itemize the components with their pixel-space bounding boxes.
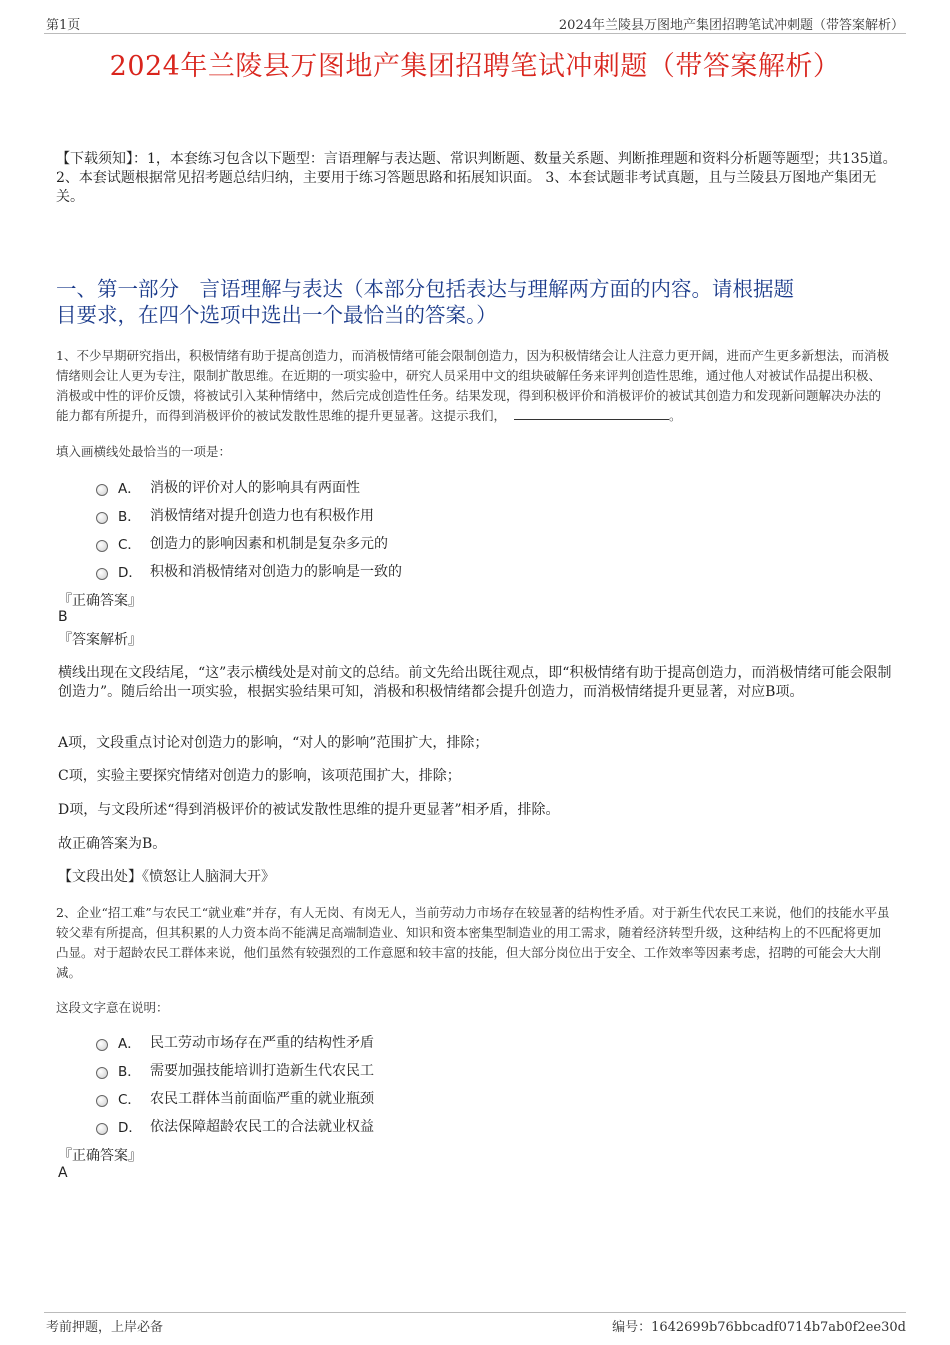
option-letter: D． xyxy=(118,565,142,581)
question-1-option-a[interactable] xyxy=(96,477,360,497)
header-doc-title: 2024年兰陵县万图地产集团招聘笔试冲刺题（带答案解析） xyxy=(558,18,904,33)
footer-slogan: 考前押题，上岸必备 xyxy=(46,1320,164,1335)
question-1-option-d[interactable] xyxy=(96,561,402,581)
page-number: 第1页 xyxy=(46,18,81,33)
question-1-body: 1、不少早期研究指出，积极情绪有助于提高创造力，而消极情绪可能会限制创造力，因为积极情绪会让人注意力更开阔，进而产生更多新想法，而消极情绪则会让人更为专注，限制扩散思维。在近期的一项实验中，研究人员采用中文的组块破解任务来评判创造性思维，通过他人对被试作品提出积极、消极或中性的评价反馈，将被试引入某种情绪中，然后完成创造性任务。结果发现，得到积极评价和消极评价的被试其创造力和发现新问题解决办法的能力都有所提升，而得到消极评价的被试发散性思维的提升更显著。这提示我们， xyxy=(56,348,889,423)
header-divider xyxy=(44,33,906,34)
radio-icon[interactable] xyxy=(96,540,108,552)
radio-icon[interactable] xyxy=(96,1067,108,1079)
download-notice: 【下载须知】：1，本套练习包含以下题型：言语理解与表达题、常识判断题、数量关系题、判断推理题和资料分析题等题型；共135道。 2、本套试题根据常见招考题总结归纳，主要用于练习答题思路和拓展知识面。 3、本套试题非考试真题，且与兰陵县万图地产集团无关。 xyxy=(56,151,897,205)
question-1-option-c[interactable] xyxy=(96,533,388,553)
option-text: 农民工群体当前面临严重的就业瓶颈 xyxy=(150,1091,374,1107)
option-letter: D． xyxy=(118,1120,142,1136)
question-1-blank-end: 。 xyxy=(669,408,682,423)
option-letter: C． xyxy=(118,537,141,553)
option-letter: A． xyxy=(118,1036,141,1052)
option-text: 积极和消极情绪对创造力的影响是一致的 xyxy=(150,564,402,580)
analysis-paragraph: 横线出现在文段结尾，“这”表示横线处是对前文的总结。前文先给出既往观点，即“积极情绪有助于提高创造力，而消极情绪可能会限制创造力”。随后给出一项实验，根据实验结果可知，消极和积极情绪都会提升创造力，而消极情绪提升更显著，对应B项。 xyxy=(58,665,892,700)
page-title: 2024年兰陵县万图地产集团招聘笔试冲刺题（带答案解析） xyxy=(109,51,841,82)
analysis-option-d: D项，与文段所述“得到消极评价的被试发散性思维的提升更显著”相矛盾，排除。 xyxy=(58,802,560,818)
radio-icon[interactable] xyxy=(96,1095,108,1107)
section-heading-line1: 一、第一部分 言语理解与表达（本部分包括表达与理解两方面的内容。请根据题 xyxy=(56,277,794,301)
question-1-option-b[interactable] xyxy=(96,505,374,525)
analysis-conclusion: 故正确答案为B。 xyxy=(58,836,167,852)
question-2-option-b[interactable] xyxy=(96,1060,374,1080)
question-2-prompt: 这段文字意在说明： xyxy=(56,1000,169,1015)
question-1-text xyxy=(56,346,892,426)
option-text: 民工劳动市场存在严重的结构性矛盾 xyxy=(150,1035,374,1051)
footer-divider xyxy=(44,1312,906,1313)
question-2-text: 2、企业“招工难”与农民工“就业难”并存，有人无岗、有岗无人，当前劳动力市场存在较显著的结构性矛盾。对于新生代农民工来说，他们的技能水平虽较父辈有所提高，但其积累的人力资本尚不能满足高端制造业、知识和资本密集型制造业的用工需求，随着经济转型升级，这种结构上的不匹配将更加凸显。对于超龄农民工群体来说，他们虽然有较强烈的工作意愿和较丰富的技能，但大部分岗位出于安全、工作效率等因素考虑，招聘的可能会大大削减。 xyxy=(56,905,890,980)
question-1-answer-label: 『正确答案』 xyxy=(58,593,142,609)
option-text: 消极的评价对人的影响具有两面性 xyxy=(150,480,360,496)
analysis-source: 【文段出处】《愤怒让人脑洞大开》 xyxy=(58,869,275,885)
question-1-analysis-label: 『答案解析』 xyxy=(58,632,142,648)
question-2-option-c[interactable] xyxy=(96,1088,374,1108)
question-2-answer-label: 『正确答案』 xyxy=(58,1148,142,1164)
radio-icon[interactable] xyxy=(96,1123,108,1135)
question-2-option-a[interactable] xyxy=(96,1032,374,1052)
section-heading-line2: 目要求，在四个选项中选出一个最恰当的答案。） xyxy=(56,303,497,327)
option-letter: B． xyxy=(118,1064,141,1080)
radio-icon[interactable] xyxy=(96,568,108,580)
radio-icon[interactable] xyxy=(96,1039,108,1051)
option-letter: B． xyxy=(118,509,141,525)
section-heading xyxy=(56,276,896,328)
option-letter: C． xyxy=(118,1092,141,1108)
question-2-option-d[interactable] xyxy=(96,1116,374,1136)
option-text: 创造力的影响因素和机制是复杂多元的 xyxy=(150,536,388,552)
footer-doc-id: 编号：1642699b76bbcadf0714b7ab0f2ee30d xyxy=(612,1320,906,1335)
analysis-option-c: C项，实验主要探究情绪对创造力的影响，该项范围扩大，排除； xyxy=(58,768,461,784)
radio-icon[interactable] xyxy=(96,484,108,496)
option-text: 需要加强技能培训打造新生代农民工 xyxy=(150,1063,374,1079)
question-2-answer: A xyxy=(58,1165,68,1181)
answer-blank xyxy=(514,407,669,420)
question-1-answer: B xyxy=(58,609,68,625)
option-text: 依法保障超龄农民工的合法就业权益 xyxy=(150,1119,374,1135)
option-letter: A． xyxy=(118,481,141,497)
question-1-prompt: 填入画横线处最恰当的一项是： xyxy=(56,444,232,459)
analysis-option-a: A项，文段重点讨论对创造力的影响，“对人的影响”范围扩大，排除； xyxy=(58,735,489,751)
radio-icon[interactable] xyxy=(96,512,108,524)
option-text: 消极情绪对提升创造力也有积极作用 xyxy=(150,508,374,524)
